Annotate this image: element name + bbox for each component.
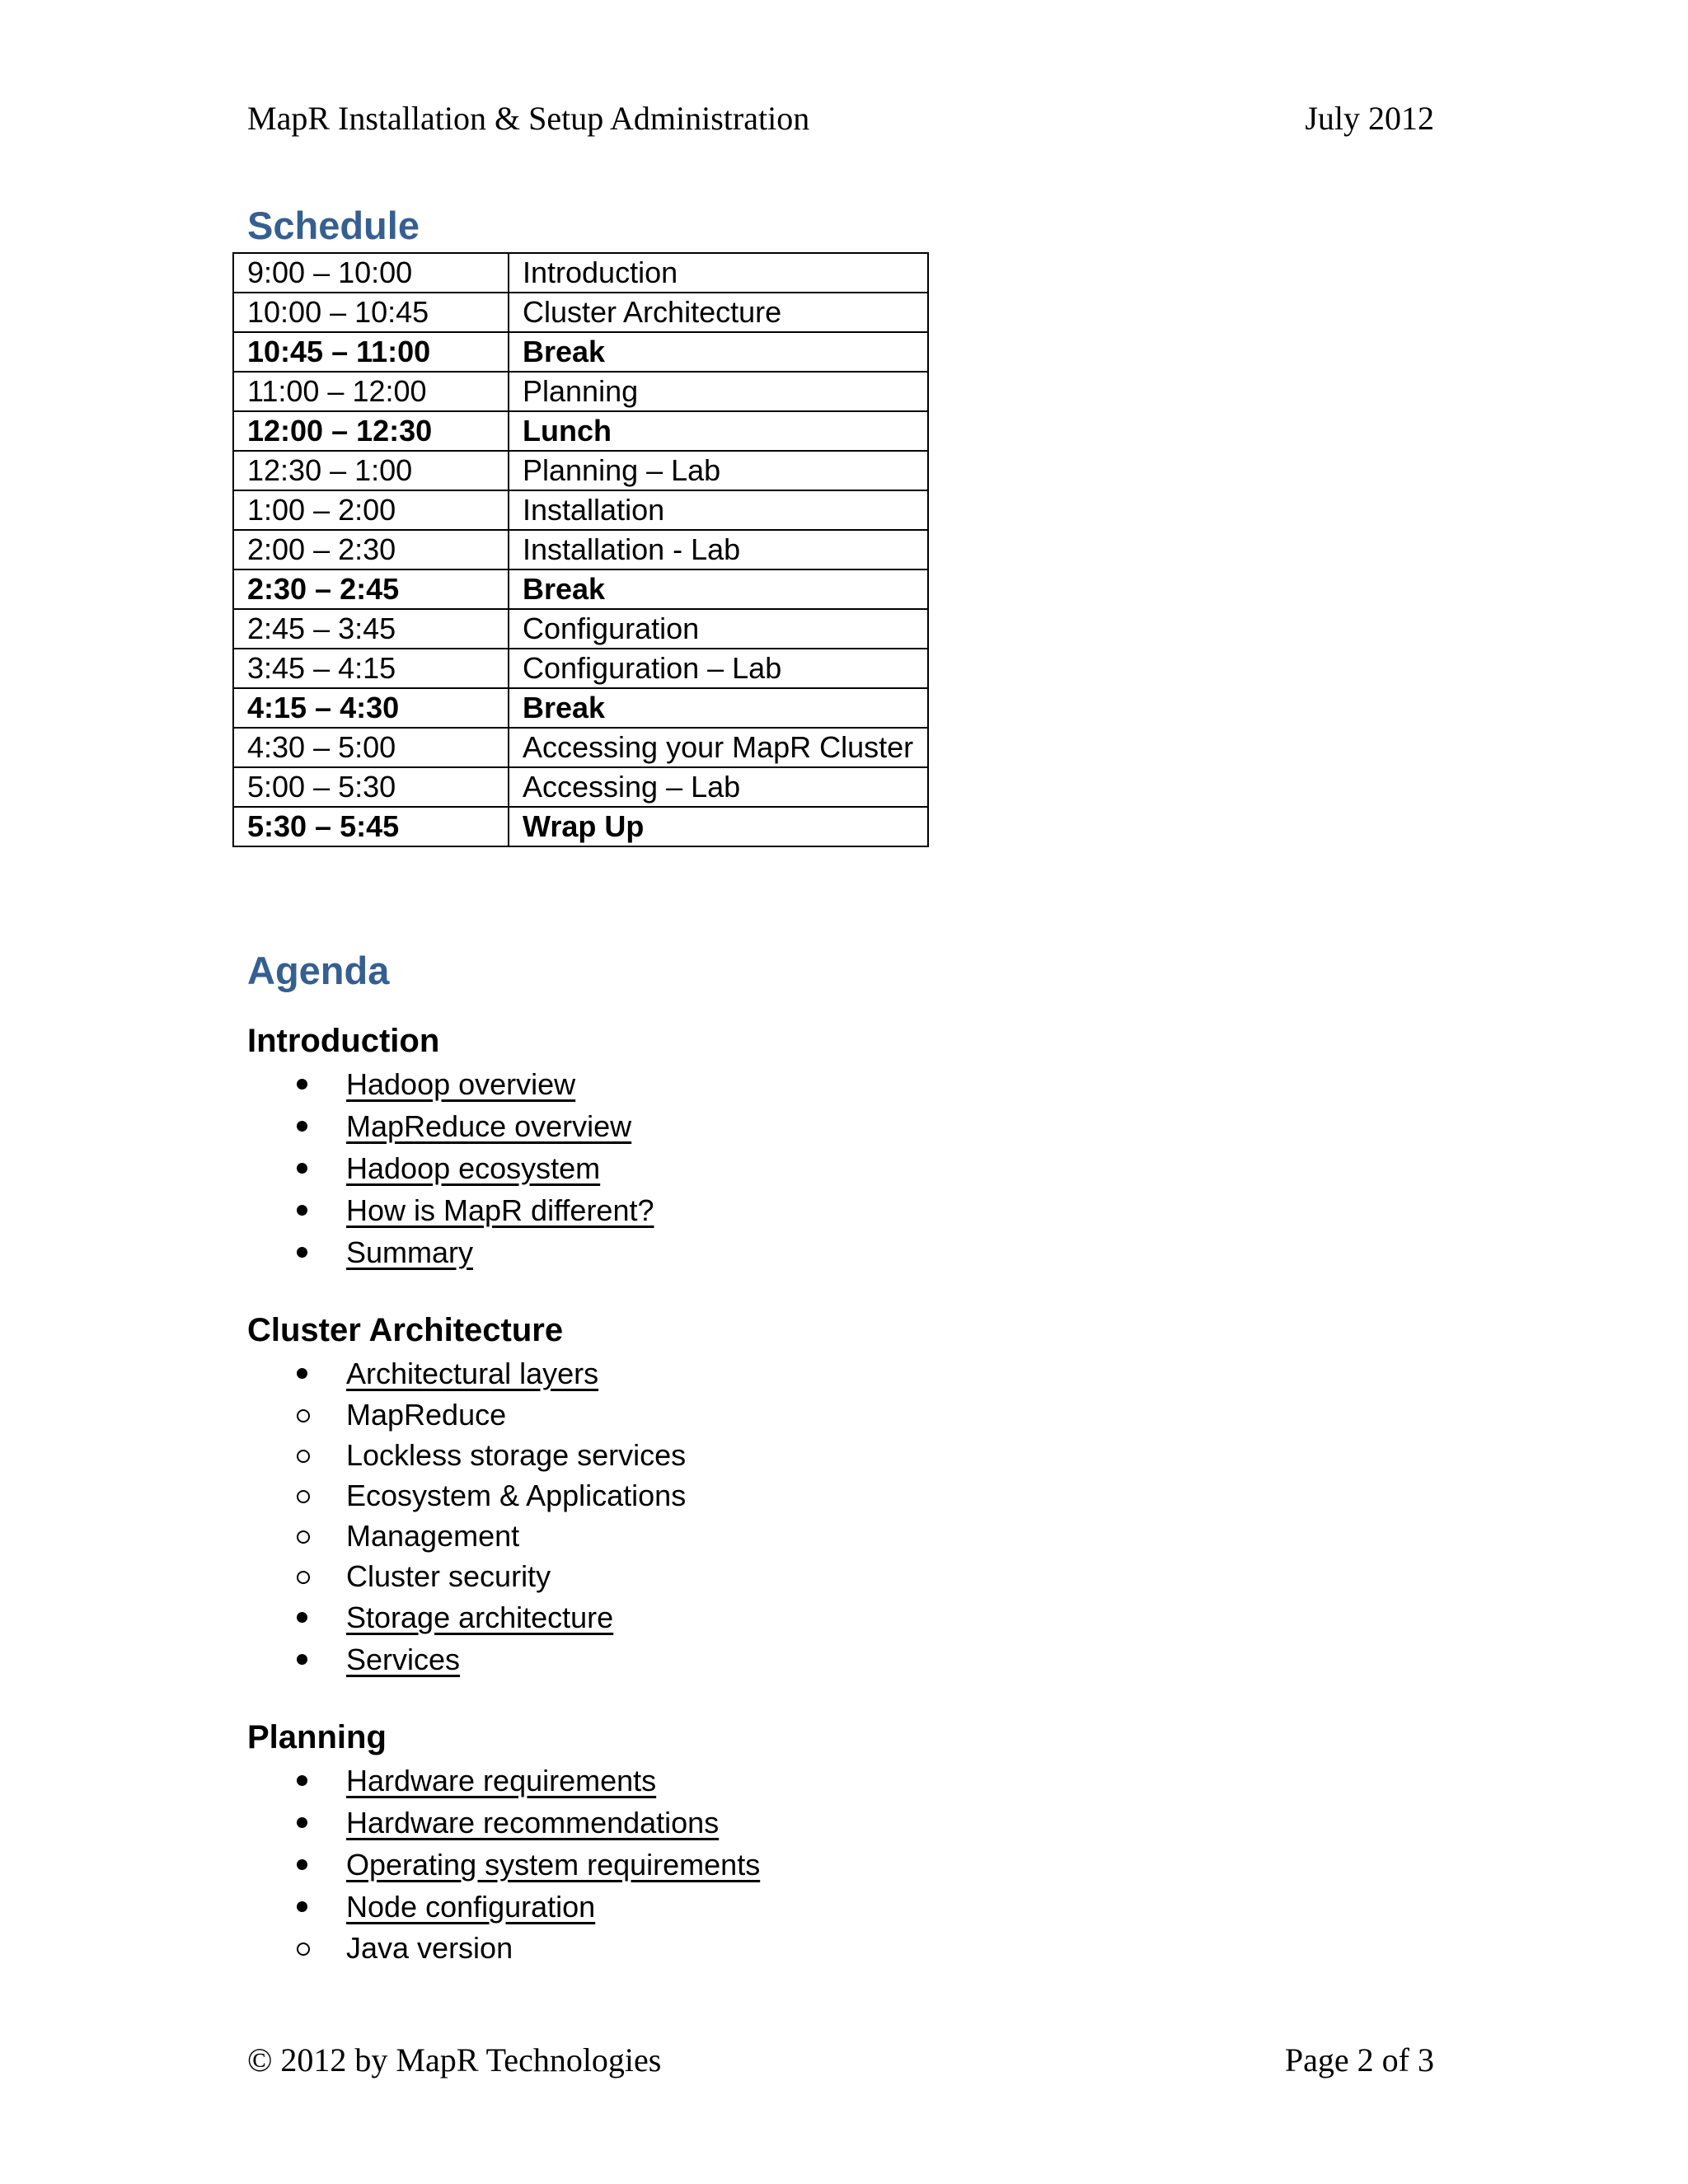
schedule-topic: Configuration — [509, 609, 928, 649]
schedule-time: 1:00 – 2:00 — [233, 490, 509, 530]
hollow-bullet-icon — [297, 1450, 310, 1463]
bullet-icon — [297, 1368, 307, 1379]
agenda-link[interactable]: Storage architecture — [346, 1601, 614, 1634]
table-row — [233, 728, 928, 767]
list-item — [247, 1352, 1434, 1394]
agenda-link[interactable]: Summary — [346, 1235, 474, 1269]
bullet-icon — [297, 1612, 307, 1623]
list-item — [247, 1556, 1434, 1596]
schedule-time: 4:30 – 5:00 — [233, 728, 509, 767]
schedule-time: 11:00 – 12:00 — [233, 372, 509, 411]
agenda-section-heading: Planning — [247, 1719, 387, 1755]
schedule-time: 10:00 – 10:45 — [233, 293, 509, 332]
table-row — [233, 767, 928, 807]
bullet-icon — [297, 1859, 307, 1870]
agenda-link[interactable]: Hardware requirements — [346, 1764, 657, 1797]
hollow-bullet-icon — [297, 1490, 310, 1503]
list-item — [247, 1928, 1434, 1968]
schedule-topic: Break — [509, 569, 928, 609]
schedule-time: 10:45 – 11:00 — [233, 332, 509, 372]
agenda-subitem-label: Cluster security — [346, 1559, 551, 1593]
table-row — [233, 451, 928, 490]
table-row — [233, 293, 928, 332]
agenda-link[interactable]: Node configuration — [346, 1890, 596, 1924]
table-row — [233, 411, 928, 451]
list-item — [247, 1802, 1434, 1844]
schedule-topic: Break — [509, 332, 928, 372]
hollow-bullet-icon — [297, 1571, 310, 1584]
schedule-time: 2:30 – 2:45 — [233, 569, 509, 609]
schedule-topic: Lunch — [509, 411, 928, 451]
table-row — [233, 253, 928, 293]
agenda-link[interactable]: Hadoop overview — [346, 1067, 576, 1101]
schedule-topic: Installation — [509, 490, 928, 530]
bullet-icon — [297, 1205, 307, 1216]
agenda-link[interactable]: How is MapR different? — [346, 1193, 654, 1227]
schedule-time: 2:00 – 2:30 — [233, 530, 509, 569]
table-row — [233, 609, 928, 649]
agenda-heading: Agenda — [247, 949, 390, 992]
hollow-bullet-icon — [297, 1409, 310, 1422]
schedule-topic: Configuration – Lab — [509, 649, 928, 688]
agenda-link[interactable]: Operating system requirements — [346, 1848, 761, 1882]
bullet-icon — [297, 1079, 307, 1090]
table-row — [233, 490, 928, 530]
schedule-time: 9:00 – 10:00 — [233, 253, 509, 293]
list-item — [247, 1105, 1434, 1147]
agenda-link[interactable]: Services — [346, 1643, 461, 1676]
list-item — [247, 1596, 1434, 1638]
list-item — [247, 1394, 1434, 1435]
bullet-icon — [297, 1775, 307, 1786]
agenda-subitem-label: MapReduce — [346, 1398, 507, 1432]
list-item — [247, 1844, 1434, 1886]
schedule-time: 5:00 – 5:30 — [233, 767, 509, 807]
document-date: July 2012 — [1305, 100, 1434, 137]
agenda-section-heading: Introduction — [247, 1023, 440, 1059]
bullet-icon — [297, 1247, 307, 1258]
document-title: MapR Installation & Setup Administration — [247, 100, 810, 137]
table-row — [233, 372, 928, 411]
agenda-section-heading: Cluster Architecture — [247, 1312, 564, 1348]
agenda-list — [247, 1019, 1434, 2003]
schedule-topic: Accessing your MapR Cluster — [509, 728, 928, 767]
table-row — [233, 569, 928, 609]
bullet-icon — [297, 1121, 307, 1132]
table-row — [233, 688, 928, 728]
list-item — [247, 1147, 1434, 1189]
table-row — [233, 649, 928, 688]
schedule-heading: Schedule — [247, 204, 420, 247]
agenda-subitems — [247, 1928, 1434, 1968]
schedule-time: 2:45 – 3:45 — [233, 609, 509, 649]
agenda-subitem-label: Lockless storage services — [346, 1438, 687, 1472]
agenda-subitem-label: Ecosystem & Applications — [346, 1479, 687, 1512]
bullet-icon — [297, 1654, 307, 1665]
agenda-subitem-label: Management — [346, 1519, 520, 1553]
bullet-icon — [297, 1817, 307, 1828]
schedule-topic: Installation - Lab — [509, 530, 928, 569]
schedule-topic: Cluster Architecture — [509, 293, 928, 332]
list-item — [247, 1435, 1434, 1475]
page-footer — [247, 2041, 1434, 2080]
list-item — [247, 1638, 1434, 1680]
list-item — [247, 1189, 1434, 1231]
hollow-bullet-icon — [297, 1530, 310, 1544]
table-row — [233, 332, 928, 372]
list-item — [247, 1760, 1434, 1802]
agenda-items — [247, 1352, 1434, 1680]
copyright-text: © 2012 by MapR Technologies — [247, 2041, 662, 2079]
agenda-section — [247, 1019, 1434, 1273]
agenda-link[interactable]: Architectural layers — [346, 1357, 599, 1390]
list-item — [247, 1516, 1434, 1556]
table-row — [233, 530, 928, 569]
agenda-section — [247, 1715, 1434, 1968]
bullet-icon — [297, 1163, 307, 1174]
table-row — [233, 807, 928, 846]
agenda-link[interactable]: Hardware recommendations — [346, 1806, 720, 1840]
schedule-time: 12:00 – 12:30 — [233, 411, 509, 451]
agenda-subitem-label: Java version — [346, 1931, 513, 1965]
list-item — [247, 1063, 1434, 1105]
schedule-time: 12:30 – 1:00 — [233, 451, 509, 490]
schedule-time: 5:30 – 5:45 — [233, 807, 509, 846]
agenda-items — [247, 1760, 1434, 1968]
list-item — [247, 1475, 1434, 1516]
schedule-table — [232, 252, 929, 847]
agenda-section — [247, 1308, 1434, 1680]
schedule-topic: Accessing – Lab — [509, 767, 928, 807]
schedule-topic: Planning — [509, 372, 928, 411]
agenda-subitems — [247, 1394, 1434, 1596]
schedule-topic: Break — [509, 688, 928, 728]
agenda-link[interactable]: Hadoop ecosystem — [346, 1151, 601, 1185]
page-number: Page 2 of 3 — [1284, 2041, 1434, 2079]
schedule-time: 4:15 – 4:30 — [233, 688, 509, 728]
schedule-time: 3:45 – 4:15 — [233, 649, 509, 688]
hollow-bullet-icon — [297, 1943, 310, 1956]
bullet-icon — [297, 1901, 307, 1912]
agenda-items — [247, 1063, 1434, 1273]
list-item — [247, 1886, 1434, 1928]
agenda-link[interactable]: MapReduce overview — [346, 1109, 632, 1143]
page-header — [247, 99, 1434, 138]
schedule-topic: Introduction — [509, 253, 928, 293]
list-item — [247, 1231, 1434, 1273]
schedule-topic: Planning – Lab — [509, 451, 928, 490]
schedule-topic: Wrap Up — [509, 807, 928, 846]
